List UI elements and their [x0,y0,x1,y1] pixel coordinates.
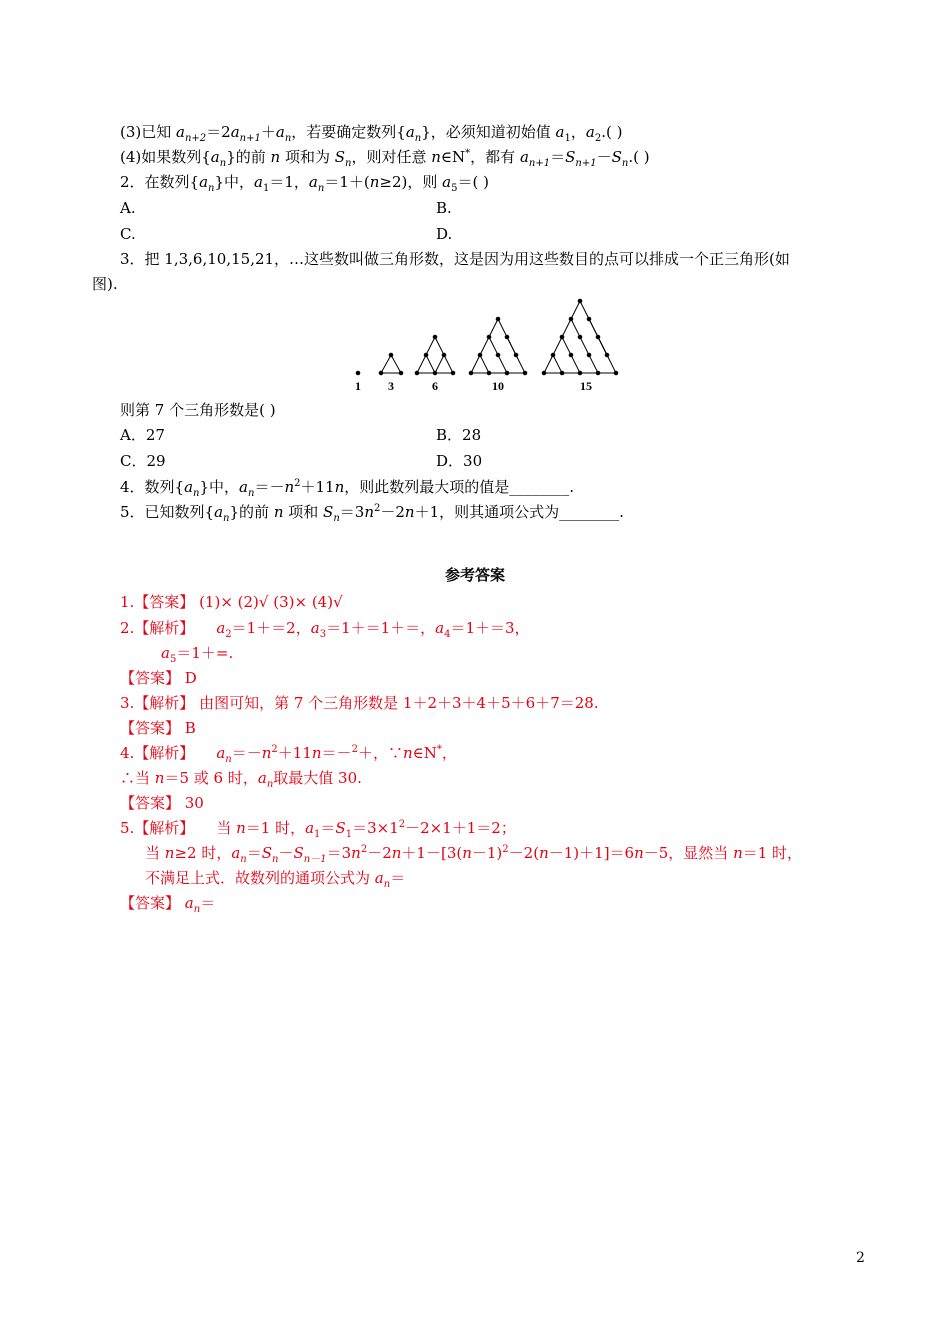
q1-item3: (3)已知 $a_{n+2}=2a_{n+1}+a_n$，若要确定数列$\{a_n\}$，必须知道初始值 $a_1$，$a_2$.( ) [120,123,623,144]
triangle-1-dot [356,371,360,375]
answer-2-result: 【答案】 D [120,669,197,687]
triangle-6 [415,335,455,375]
answers-title: 参考答案 [444,566,505,584]
q5: 5．已知数列$\{a_n\}$的前 n 项和 $S_n=3n^2-2n+1$，则其通项公式为________. [120,503,624,524]
q4: 4．数列$\{a_n\}$中，$a_n=-n^2+11n$，则此数列最大项的值是________. [120,478,575,499]
figure-label: 3 [388,379,394,393]
answer-2-line1: 2.【解析】 $a_2=1+=2$，$a_3=1+=1+=$，$a_4=1+=3$， [120,619,530,640]
q2-option-a: A. [120,199,136,217]
figure-label: 1 [355,379,361,393]
answer-2-line2: $a_5=1+=$. [161,644,234,665]
figure-label: 15 [580,379,592,393]
q3-line2: 图). [92,275,118,293]
q2-option-c: C. [120,225,136,243]
figure-label: 10 [492,379,504,393]
q3-line1: 3．把 1,3,6,10,15,21，…这些数叫做三角形数，这是因为用这些数目的点可以排成一个正三角形(如 [120,250,790,268]
answer-5-result: 【答案】 $a_n=$ [120,894,216,915]
q2-option-b: B. [436,199,452,217]
answer-4-result: 【答案】 30 [120,794,204,812]
answer-1: 1.【答案】 (1)× (2)√ (3)× (4)√ [120,593,343,611]
triangle-3 [379,353,403,375]
q3-ask: 则第 7 个三角形数是( ) [120,401,276,419]
answer-4-line2: ∴当 n＝5 或 6 时，$a_n$取最大值 30. [120,769,362,790]
q2-stem: 2．在数列$\{a_n\}$中，$a_1=1$，$a_n=1+(n\ge 2)$，则 $a_5=$( ) [120,173,489,194]
figure-label: 6 [432,379,438,393]
answer-5-line2: 当 n≥2 时，$a_n=S_n-S_{n-1}=3n^2-2n+1-[3(n-1)^2-2(n-1)+1]=6n-5$，显然当 n＝1 时， [145,844,803,865]
page-number: 2 [856,1250,865,1266]
q3-option-c: C．29 [120,452,166,470]
triangle-15 [542,299,618,375]
answer-5-line1: 5.【解析】 当 n＝1 时，$a_1=S_1=3\times 1^2-2\times 1+1=2$； [120,819,516,840]
q3-option-a: A．27 [120,426,165,444]
answer-3-line: 3.【解析】 由图可知，第 7 个三角形数是 1＋2＋3＋4＋5＋6＋7＝28. [120,694,599,712]
q2-option-d: D. [436,225,453,243]
q3-option-d: D．30 [436,452,483,470]
q3-option-b: B．28 [436,426,482,444]
answer-4-line1: 4.【解析】 $a_n=-n^2+11n=-^2+$，∵n∈N*， [120,744,457,765]
q1-item4: (4)如果数列$\{a_n\}$的前 n 项和为 $S_n$，则对任意 n∈N*，都有 $a_{n+1}=S_{n+1}-S_n$.( ) [120,148,650,169]
triangular-numbers-figure [340,296,640,396]
answer-5-line3: 不满足上式．故数列的通项公式为 $a_n=$ [145,869,406,890]
triangle-10 [469,317,527,375]
answer-3-result: 【答案】 B [120,719,196,737]
